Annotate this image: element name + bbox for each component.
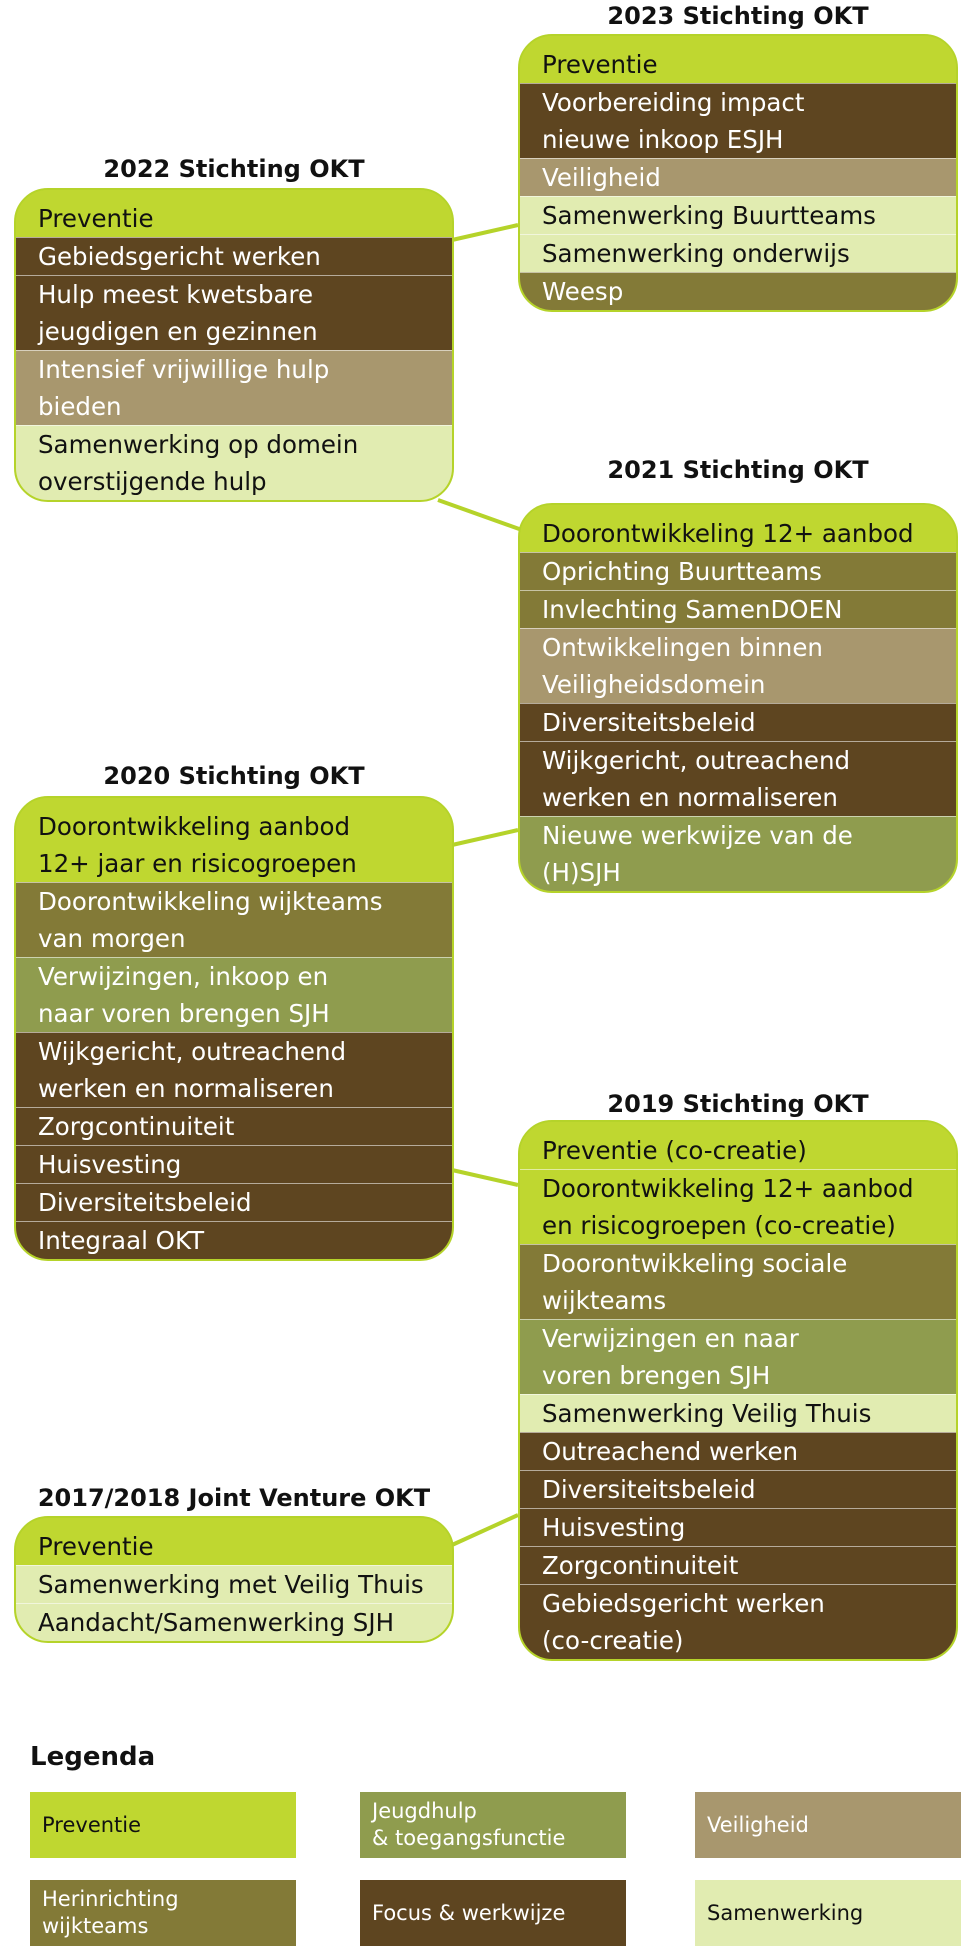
block-2017 <box>14 1516 454 1643</box>
block-2022-item: Gebiedsgericht werken <box>16 237 452 275</box>
block-2020-item: Wijkgericht, outreachend werken en normaliseren <box>16 1032 452 1107</box>
block-2020-item: Doorontwikkeling aanbod 12+ jaar en risicogroepen <box>16 798 452 882</box>
block-2023-item: Veiligheid <box>520 158 956 196</box>
connector-2020-2019 <box>452 1170 518 1185</box>
block-2017-item: Aandacht/Samenwerking SJH <box>16 1603 452 1641</box>
block-2019 <box>518 1120 958 1661</box>
legend-item-focus: Focus & werkwijze <box>360 1880 626 1946</box>
block-2020-item: Zorgcontinuiteit <box>16 1107 452 1145</box>
block-2023-item: Weesp <box>520 272 956 310</box>
block-2021 <box>518 503 958 893</box>
legend-item-jeugdhulp: Jeugdhulp & toegangsfunctie <box>360 1792 626 1858</box>
block-2017-item: Preventie <box>16 1518 452 1565</box>
block-2022 <box>14 188 454 502</box>
block-title-2017: 2017/2018 Joint Venture OKT <box>37 1484 431 1512</box>
block-2020-item: Verwijzingen, inkoop en naar voren brengen SJH <box>16 957 452 1032</box>
block-2021-item: Invlechting SamenDOEN <box>520 590 956 628</box>
connector-2022-2023 <box>452 225 518 240</box>
block-2022-item: Intensief vrijwillige hulp bieden <box>16 350 452 425</box>
block-2021-item: Oprichting Buurtteams <box>520 552 956 590</box>
block-2019-item: Outreachend werken <box>520 1432 956 1470</box>
block-title-2020: 2020 Stichting OKT <box>103 762 365 790</box>
legend-item-herinrichting: Herinrichting wijkteams <box>30 1880 296 1946</box>
block-title-2022: 2022 Stichting OKT <box>103 155 365 183</box>
legend-title: Legenda <box>30 1742 156 1772</box>
block-2021-item: Ontwikkelingen binnen Veiligheidsdomein <box>520 628 956 703</box>
block-title-2021: 2021 Stichting OKT <box>607 456 869 484</box>
block-2020-item: Integraal OKT <box>16 1221 452 1259</box>
legend-item-preventie: Preventie <box>30 1792 296 1858</box>
block-title-2023: 2023 Stichting OKT <box>607 2 869 30</box>
legend-item-samenwerking: Samenwerking <box>695 1880 961 1946</box>
block-2022-item: Samenwerking op domein overstijgende hulp <box>16 425 452 500</box>
block-2023-item: Samenwerking Buurtteams <box>520 196 956 234</box>
connector-2022-2021 <box>438 500 522 530</box>
block-2021-item: Wijkgericht, outreachend werken en normaliseren <box>520 741 956 816</box>
connector-2020-2021 <box>452 830 518 845</box>
block-2019-item: Diversiteitsbeleid <box>520 1470 956 1508</box>
legend-item-veiligheid: Veiligheid <box>695 1792 961 1858</box>
block-2019-item: Zorgcontinuiteit <box>520 1546 956 1584</box>
block-2019-item: Gebiedsgericht werken (co-creatie) <box>520 1584 956 1659</box>
block-2019-item: Doorontwikkeling 12+ aanbod en risicogroepen (co-creatie) <box>520 1169 956 1244</box>
block-2023-item: Preventie <box>520 36 956 83</box>
block-2023-item: Samenwerking onderwijs <box>520 234 956 272</box>
block-2020-item: Doorontwikkeling wijkteams van morgen <box>16 882 452 957</box>
connector-2017-2019 <box>452 1515 518 1545</box>
block-2022-item: Preventie <box>16 190 452 237</box>
block-2019-item: Doorontwikkeling sociale wijkteams <box>520 1244 956 1319</box>
block-2023-item: Voorbereiding impact nieuwe inkoop ESJH <box>520 83 956 158</box>
block-2019-item: Verwijzingen en naar voren brengen SJH <box>520 1319 956 1394</box>
block-2022-item: Hulp meest kwetsbare jeugdigen en gezinnen <box>16 275 452 350</box>
block-2020-item: Diversiteitsbeleid <box>16 1183 452 1221</box>
block-2021-item: Nieuwe werkwijze van de (H)SJH <box>520 816 956 891</box>
block-2020 <box>14 796 454 1261</box>
block-2019-item: Samenwerking Veilig Thuis <box>520 1394 956 1432</box>
block-2021-item: Doorontwikkeling 12+ aanbod <box>520 505 956 552</box>
block-2019-item: Preventie (co-creatie) <box>520 1122 956 1169</box>
block-2021-item: Diversiteitsbeleid <box>520 703 956 741</box>
block-2020-item: Huisvesting <box>16 1145 452 1183</box>
block-2023 <box>518 34 958 312</box>
block-title-2019: 2019 Stichting OKT <box>607 1090 869 1118</box>
block-2017-item: Samenwerking met Veilig Thuis <box>16 1565 452 1603</box>
block-2019-item: Huisvesting <box>520 1508 956 1546</box>
